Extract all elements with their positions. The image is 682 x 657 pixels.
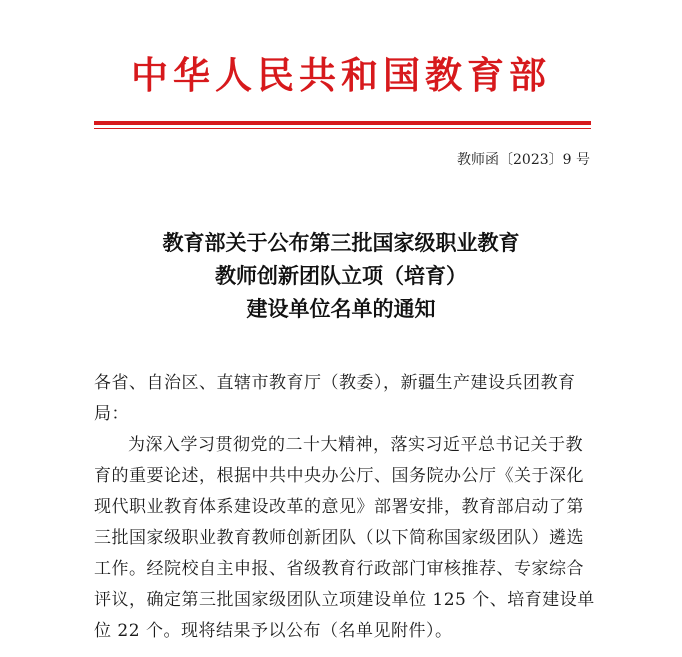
salutation-line: 各省、自治区、直辖市教育厅（教委），新疆生产建设兵团教育 (94, 373, 576, 393)
body-line: 三批国家级职业教育教师创新团队（以下简称国家级团队）遴选 (94, 528, 584, 548)
issuer-masthead: 中华人民共和国教育部 (131, 54, 551, 97)
body-line: 现代职业教育体系建设改革的意见》部署安排，教育部启动了第 (94, 497, 584, 517)
document-title (0, 226, 682, 325)
title-line: 建设单位名单的通知 (246, 296, 436, 321)
salutation (94, 368, 594, 430)
body-line: 位 22 个。现将结果予以公布（名单见附件）。 (94, 621, 453, 641)
body-line: 工作。经院校自主申报、省级教育行政部门审核推荐、专家综合 (94, 559, 584, 579)
body-line: 为深入学习贯彻党的二十大精神，落实习近平总书记关于教 (128, 435, 583, 455)
salutation-line: 局： (94, 404, 129, 424)
title-line: 教育部关于公布第三批国家级职业教育 (162, 230, 520, 255)
title-line: 教师创新团队立项（培育） (215, 263, 467, 288)
document-number: 教师函〔2023〕9 号 (457, 152, 590, 168)
body-line: 育的重要论述，根据中共中央办公厅、国务院办公厅《关于深化 (94, 466, 584, 486)
body-line: 评议，确定第三批国家级团队立项建设单位 125 个、培育建设单 (94, 590, 595, 610)
red-header-rule-thin (94, 128, 591, 129)
red-header-rule-thick (94, 121, 591, 125)
body-paragraph (94, 430, 594, 647)
